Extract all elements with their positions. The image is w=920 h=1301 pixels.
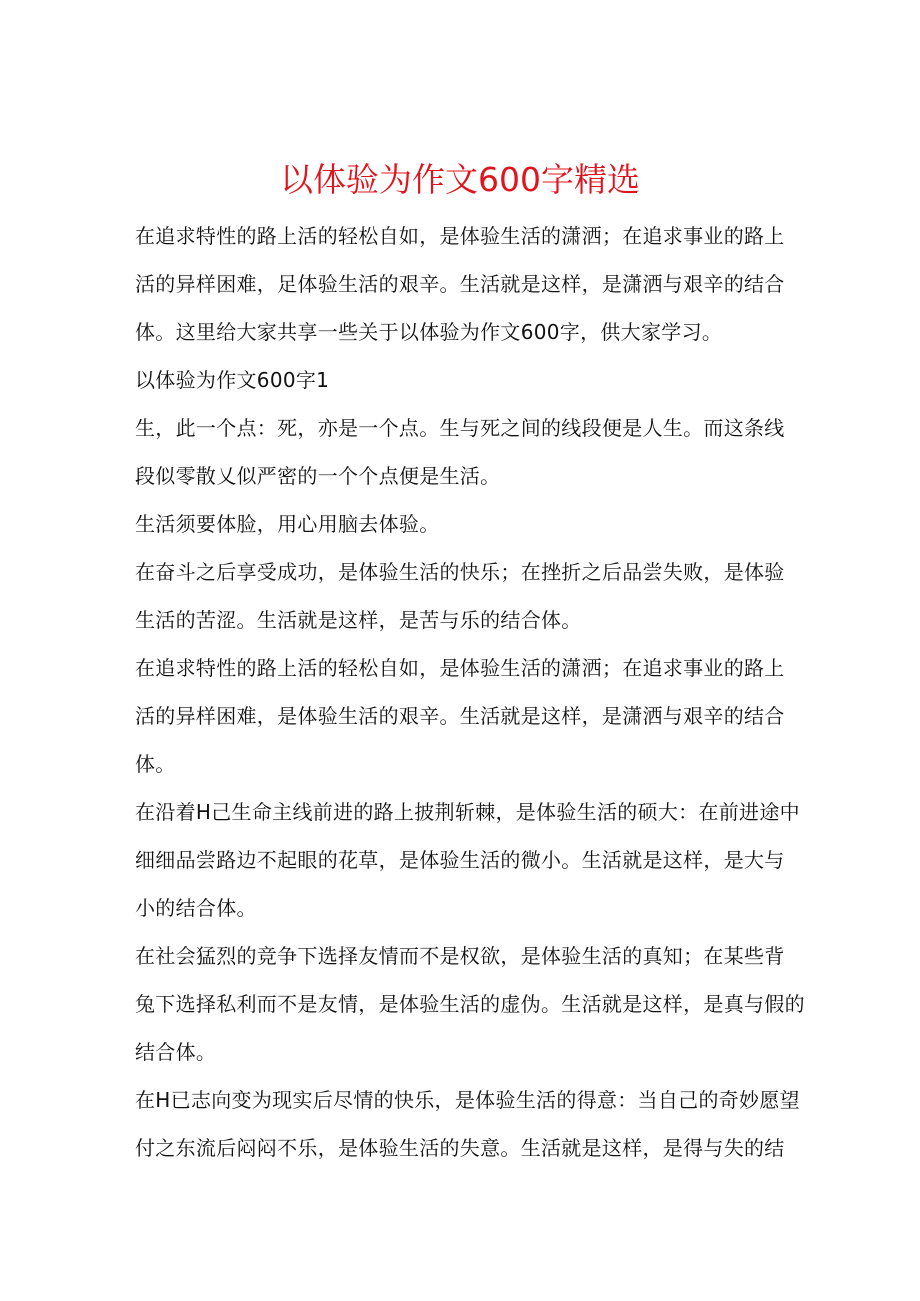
text-line: 细细品尝路边不起眼的花草，是体验生活的微小。生活就是这样，是大与 [135, 848, 785, 872]
text-line: 兔下选择私利而不是友情，是体验生活的虚伪。生活就是这样，是真与假的 [135, 992, 805, 1016]
text-line: 活的异样困难，足体验生活的艰辛。生活就是这样，是潇洒与艰辛的结合 [135, 272, 785, 296]
text-line: 在社会猛烈的竞争下选择友情而不是权欲，是体验生活的真知；在某些背 [135, 944, 785, 968]
text-line: 在H已志向变为现实后尽情的快乐，是体验生活的得意：当自己的奇妙愿望 [135, 1088, 800, 1112]
text-line: 在追求特性的路上活的轻松自如，是体验生活的潇洒；在追求事业的路上 [135, 656, 785, 680]
text-line: 结合体。 [135, 1040, 217, 1064]
text-line: 在追求特性的路上活的轻松自如，是体验生活的潇洒；在追求事业的路上 [135, 224, 785, 248]
text-line: 体。这里给大家共享一些关于以体验为作文600字，供大家学习。 [135, 320, 723, 344]
text-line: 在沿着H己生命主线前进的路上披荆斩棘，是体验生活的硕大：在前进途中 [135, 800, 800, 824]
text-line: 活的异样困难，是体验生活的艰辛。生活就是这样，是潇洒与艰辛的结合 [135, 704, 785, 728]
text-line: 生活须要体脸，用心用脑去体验。 [135, 512, 440, 536]
text-line: 段似零散乂似严密的一个个点便是生活。 [135, 464, 501, 488]
text-line: 生，此一个点：死，亦是一个点。生与死之间的线段便是人生。而这条线 [135, 416, 785, 440]
text-line: 小的结合体。 [135, 896, 257, 920]
text-line: 在奋斗之后享受成功，是体验生活的快乐；在挫折之后品尝失败，是体验 [135, 560, 785, 584]
text-line: 生活的苦涩。生活就是这样，是苦与乐的结合体。 [135, 608, 582, 632]
text-line: 体。 [135, 752, 176, 776]
section-heading: 以体验为作文600字1 [135, 368, 330, 392]
text-line: 付之东流后闷闷不乐，是体验生活的失意。生活就是这样，是得与失的结 [135, 1136, 785, 1160]
document-title: 以体验为作文600字精选 [280, 160, 640, 200]
document-body [135, 212, 805, 1172]
